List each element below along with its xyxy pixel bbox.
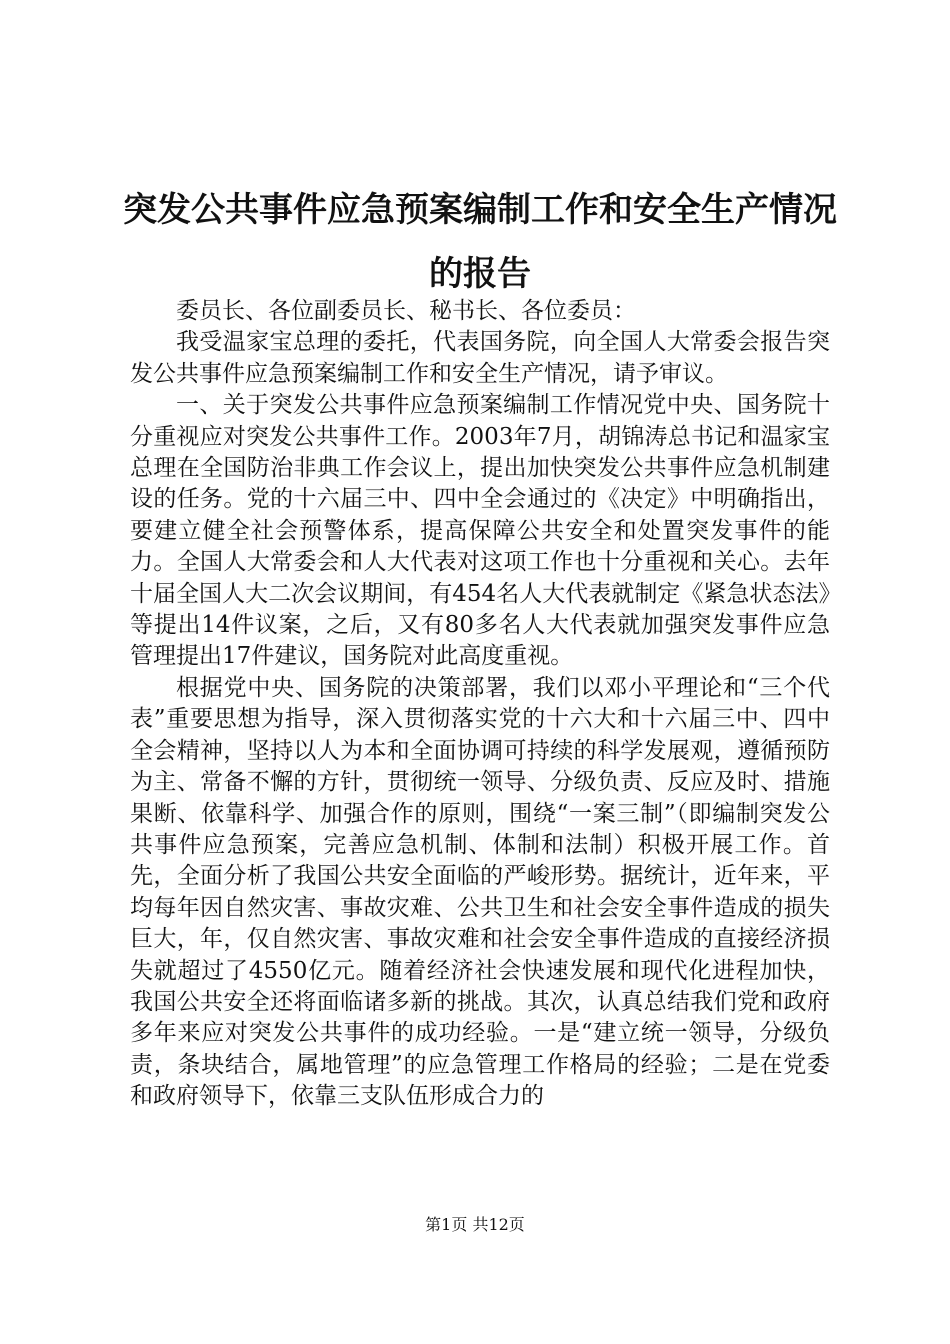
document-body (130, 296, 830, 1113)
salutation: 委员长、各位副委员长、秘书长、各位委员： (176, 298, 636, 324)
paragraph-3: 根据党中央、国务院的决策部署，我们以邓小平理论和“三个代表”重要思想为指导，深入贯彻落实党的十六大和十六届三中、四中全会精神，坚持以人为本和全面协调可持续的科学发展观，遵循预防为主、常备不懈的方针，贯彻统一领导、分级负责、反应及时、措施果断、依靠科学、加强合作的原则，围绕“一案三制”（即编制突发公共事件应急预案，完善应急机制、体制和法制）积极开展工作。首先，全面分析了我国公共安全面临的严峻形势。据统计，近年来，平均每年因自然灾害、事故灾难、公共卫生和社会安全事件造成的损失巨大，年，仅自然灾害、事故灾难和社会安全事件造成的直接经济损失就超过了4550亿元。随着经济社会快速发展和现代化进程加快，我国公共安全还将面临诸多新的挑战。其次，认真总结我们党和政府多年来应对突发公共事件的成功经验。一是“建立统一领导，分级负责，条块结合，属地管理”的应急管理工作格局的经验；二是在党委和政府领导下，依靠三支队伍形成合力的 (130, 674, 830, 1110)
page-footer: 第1页 共12页 (425, 1215, 525, 1234)
paragraph-1: 我受温家宝总理的委托，代表国务院，向全国人大常委会报告突发公共事件应急预案编制工作和安全生产情况，请予审议。 (130, 329, 830, 387)
paragraph-2: 一、关于突发公共事件应急预案编制工作情况党中央、国务院十分重视应对突发公共事件工作。2003年7月，胡锦涛总书记和温家宝总理在全国防治非典工作会议上，提出加快突发公共事件应急机制建设的任务。党的十六届三中、四中全会通过的《决定》中明确指出，要建立健全社会预警体系，提高保障公共安全和处置突发事件的能力。全国人大常委会和人大代表对这项工作也十分重视和关心。去年十届全国人大二次会议期间，有454名人大代表就制定《紧急状态法》等提出14件议案，之后，又有80多名人大代表就加强突发事件应急管理提出17件建议，国务院对此高度重视。 (130, 392, 830, 670)
document-title: 突发公共事件应急预案编制工作和安全生产情况的报告 (123, 190, 837, 294)
